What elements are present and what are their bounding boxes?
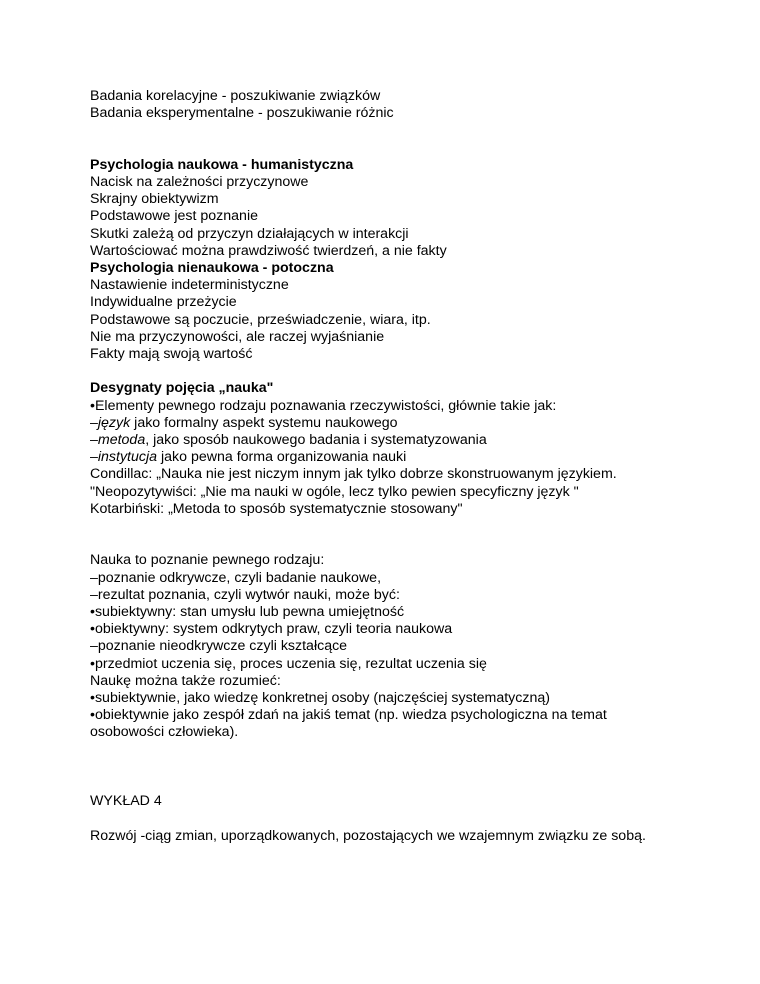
- term-description: , jako sposób naukowego badania i systematyzowania: [145, 432, 487, 449]
- heading-designata: Desygnaty pojęcia „nauka": [90, 380, 274, 397]
- knowledge-line: –rezultat poznania, czyli wytwór nauki, może być:: [90, 586, 400, 603]
- dash-prefix: –: [90, 449, 98, 466]
- list-item: Podstawowe są poczucie, przeświadczenie, wiara, itp.: [90, 311, 431, 328]
- intro-line-correlational: Badania korelacyjne - poszukiwanie związków: [90, 88, 381, 104]
- designata-sub-institution: [90, 449, 690, 466]
- list-item: Indywidualne przeżycie: [90, 294, 237, 311]
- lecture-title: WYKŁAD 4: [90, 793, 162, 810]
- quote-kotarbinski: Kotarbiński: „Metoda to sposób systematycznie stosowany": [90, 500, 463, 517]
- list-item: Wartościować można prawdziwość twierdzeń, a nie fakty: [90, 242, 447, 259]
- knowledge-line: –poznanie nieodkrywcze czyli kształcące: [90, 638, 348, 655]
- dash-prefix: –: [90, 414, 98, 431]
- list-item: Skutki zależą od przyczyn działających w interakcji: [90, 225, 409, 242]
- list-item: Nie ma przyczynowości, ale raczej wyjaśnianie: [90, 328, 385, 345]
- designata-sub-language: [90, 415, 690, 432]
- spacer: [90, 742, 690, 794]
- list-item: Nastawienie indeterministyczne: [90, 277, 289, 294]
- knowledge-line: •subiektywnie, jako wiedzę konkretnej osoby (najczęściej systematyczną): [90, 690, 550, 707]
- designata-sub-method: [90, 432, 690, 449]
- spacer: [90, 363, 690, 380]
- spacer: [90, 518, 690, 552]
- knowledge-line: •subiektywny: stan umysłu lub pewna umiejętność: [90, 604, 405, 621]
- knowledge-line-wrapped: •obiektywnie jako zespół zdań na jakiś temat (np. wiedza psychologiczna na temat osobowości człowieka).: [90, 707, 607, 741]
- document-page: [90, 88, 690, 845]
- knowledge-line: •przedmiot uczenia się, proces uczenia się, rezultat uczenia się: [90, 655, 487, 672]
- term-institution: instytucja: [97, 449, 158, 466]
- dash-prefix: –: [90, 432, 98, 449]
- quote-condillac: Condillac: „Nauka nie jest niczym innym jak tylko dobrze skonstruowanym językiem.: [90, 466, 617, 483]
- term-method: metoda: [97, 432, 146, 449]
- knowledge-line: Nauka to poznanie pewnego rodzaju:: [90, 552, 325, 569]
- heading-nonscientific-psychology: Psychologia nienaukowa - potoczna: [90, 260, 334, 277]
- designata-intro: •Elementy pewnego rodzaju poznawania rzeczywistości, głównie takie jak:: [90, 397, 557, 414]
- list-item: Nacisk na zależności przyczynowe: [90, 174, 309, 190]
- list-item: Skrajny obiektywizm: [90, 191, 219, 208]
- term-description: jako pewna forma organizowania nauki: [157, 449, 407, 466]
- spacer: [90, 810, 690, 827]
- quote-neopositivists: "Neopozytywiści: „Nie ma nauki w ogóle, lecz tylko pewien specyficzny język ": [90, 483, 579, 500]
- term-language: język: [97, 414, 131, 431]
- list-item: Fakty mają swoją wartość: [90, 346, 253, 363]
- list-item: Podstawowe jest poznanie: [90, 208, 258, 225]
- knowledge-line: •obiektywny: system odkrytych praw, czyli teoria naukowa: [90, 621, 453, 638]
- term-description: jako formalny aspekt systemu naukowego: [130, 414, 398, 431]
- lecture-definition: Rozwój -ciąg zmian, uporządkowanych, pozostających we wzajemnym związku ze sobą.: [90, 827, 646, 844]
- spacer: [90, 122, 690, 156]
- knowledge-line: Naukę można także rozumieć:: [90, 672, 281, 689]
- heading-scientific-psychology: Psychologia naukowa - humanistyczna: [90, 156, 354, 173]
- intro-line-experimental: Badania eksperymentalne - poszukiwanie różnic: [90, 105, 394, 122]
- knowledge-line: –poznanie odkrywcze, czyli badanie naukowe,: [90, 569, 382, 586]
